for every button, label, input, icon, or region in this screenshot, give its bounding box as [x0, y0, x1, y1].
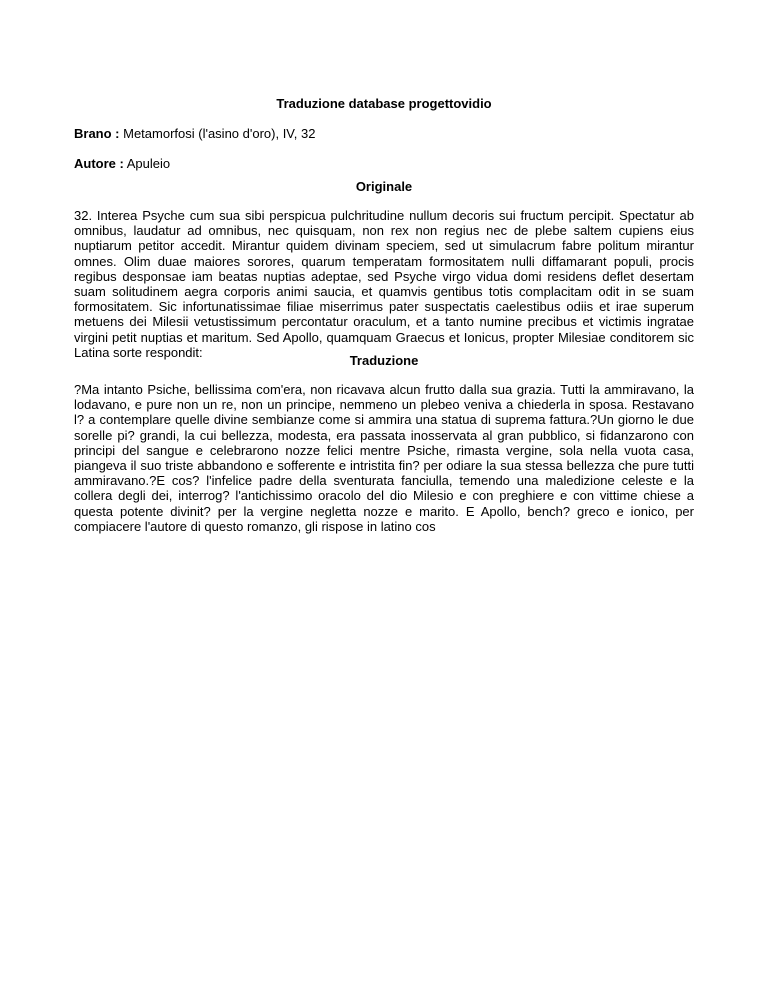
autore-value: Apuleio — [126, 156, 171, 171]
brano-line — [74, 126, 315, 142]
autore-line — [74, 156, 170, 172]
autore-label: Autore : — [74, 156, 124, 171]
traduzione-paragraph: ?Ma intanto Psiche, bellissima com'era, non ricavava alcun frutto dalla sua grazia. Tutti la ammiravano, la lodavano, e pure non un re, non un principe, nemmeno un plebeo veniva a chiederla in sposa. Restavano l? a contemplare quelle divine sembianze come si ammira una statua di suprema fattura.?Un giorno le due sorelle pi? grandi, la cui bellezza, modesta, era passata inosservata al gran pubblico, si fidanzarono con principi del sangue e celebrarono nozze felici mentre Psiche, rimasta vergine, sola nella vuota casa, piangeva il suo triste abbandono e sofferente e intristita fin? per odiare la sua stessa bellezza che pure tutti ammiravano.?E cos? l'infelice padre della sventurata fanciulla, temendo una maledizione celeste e la collera degli dei, interrog? l'antichissimo oracolo del dio Milesio e con preghiere e con vittime chiese a questa potente divinit? per la vergine negletta nozze e marito. E Apollo, bench? greco e ionico, per compiacere l'autore di questo romanzo, gli rispose in latino cos — [74, 382, 694, 534]
traduzione-heading: Traduzione — [349, 353, 419, 368]
document-title: Traduzione database progettovidio — [276, 96, 492, 111]
originale-heading: Originale — [355, 179, 413, 194]
originale-paragraph: 32. Interea Psyche cum sua sibi perspicua pulchritudine nullum decoris sui fructum percipit. Spectatur ab omnibus, laudatur ad omnibus, nec quisquam, non rex non regius nec de plebe saltem cupiens eius nuptiarum petitor accedit. Mirantur quidem divinam speciem, sed ut simulacrum fabre politum mirantur omnes. Olim duae maiores sorores, quarum temperatam formositatem nulli diffamarant populi, procis regibus desponsae iam beatas nuptias adeptae, sed Psyche virgo vidua domi residens deflet desertam suam solitudinem aegra corporis animi saucia, et quamvis gentibus totis complacitam odit in se suam formositatem. Sic infortunatissimae filiae miserrimus pater suspectatis caelestibus odiis et irae superum metuens dei Milesii vetustissimum percontatur oraculum, et a tanto numine precibus et victimis ingratae virgini petit nuptias et maritum. Sed Apollo, quamquam Graecus et Ionicus, propter Milesiae conditorem sic Latina sorte respondit: — [74, 208, 694, 360]
brano-label: Brano : — [74, 126, 120, 141]
brano-value: Metamorfosi (l'asino d'oro), IV, 32 — [123, 126, 316, 141]
